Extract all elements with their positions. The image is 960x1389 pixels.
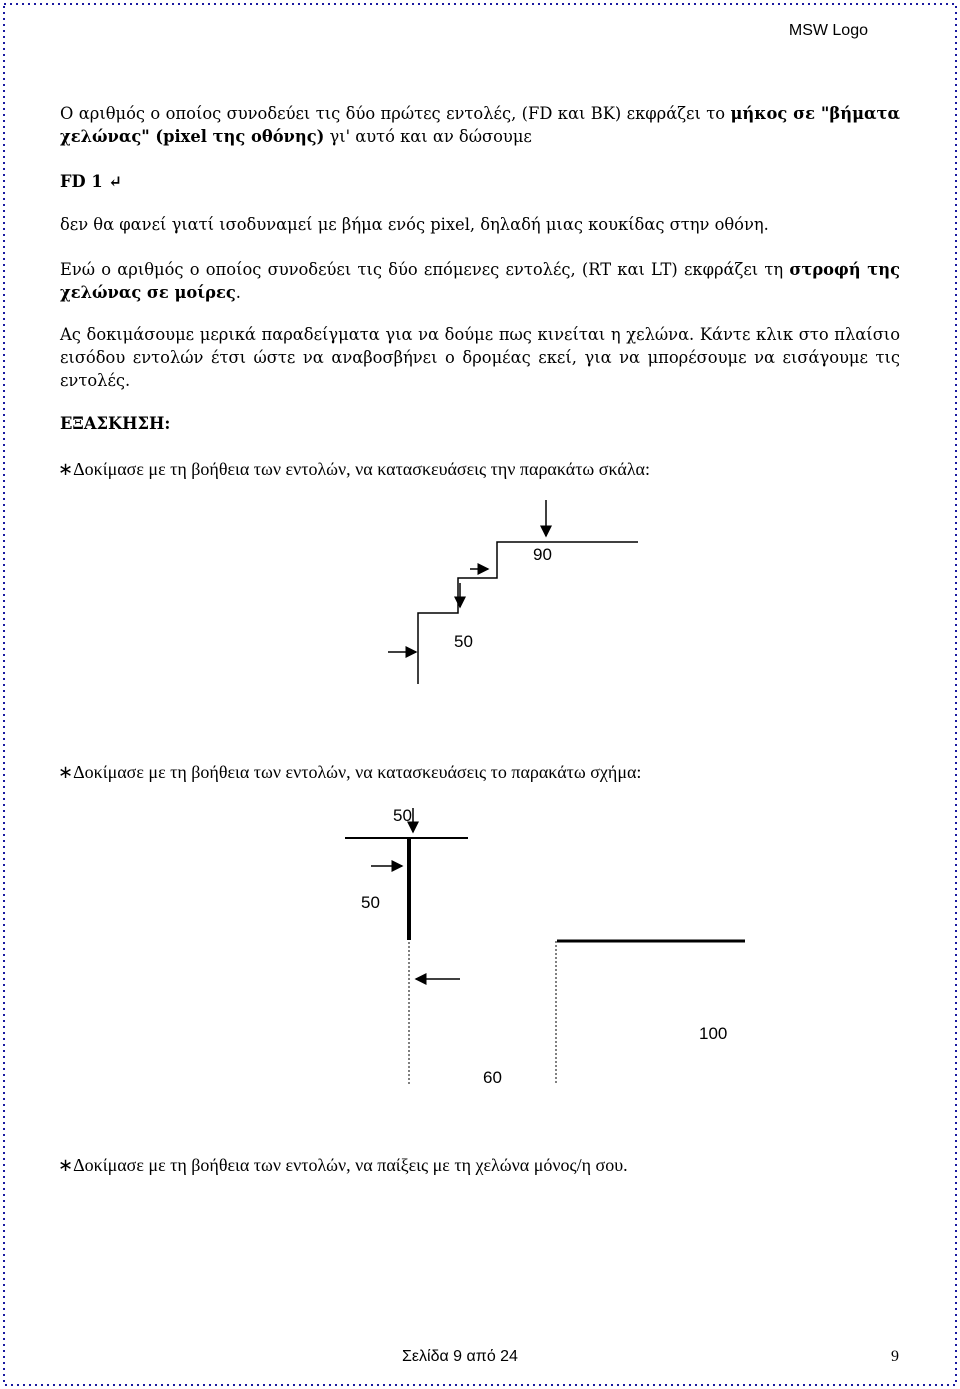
heading-text: ΕΞΑΣΚΗΣΗ: (60, 414, 171, 433)
paragraph-examples: Ας δοκιμάσουμε μερικά παραδείγματα για να δούμε πως κινείται η χελώνα. Κάντε κλικ στο πλαίσιο εισόδου εντολών έτσι ώστε να αναβοσβήνει ο δρομέας εκεί, για να μπορέσουμε να εισάγουμε τις εντολές. (60, 325, 900, 390)
header-title: MSW Logo (788, 22, 868, 39)
bold-span: στροφή της χελώνας σε μοίρες (60, 260, 900, 302)
exercise-3-text: ∗Δοκίμασε με τη βοήθεια των εντολών, να παίξεις με τη χελώνα μόνος/η σου. (58, 1155, 628, 1175)
text-span: Ενώ ο αριθμός ο οποίος συνοδεύει τις δύο επόμενες εντολές, (RT και LT) εκφράζει τη (60, 260, 790, 279)
paragraph-pixel: δεν θα φανεί γιατί ισοδυναμεί με βήμα ενός pixel, δηλαδή μιας κουκίδας στην οθόνη. (60, 215, 769, 234)
bold-span: μήκος σε "βήματα χελώνας" (pixel της οθόνης) (60, 104, 900, 146)
text-span: . (235, 283, 241, 302)
shape-label-60: 60 (483, 1068, 502, 1087)
exercise-2-text: ∗Δοκίμασε με τη βοήθεια των εντολών, να κατασκευάσεις το παρακάτω σχήμα: (58, 762, 642, 782)
text-span: γι' αυτό και αν δώσουμε (324, 127, 532, 146)
command-text: FD 1 ↵ (60, 172, 122, 191)
shape-label-top-50: 50 (393, 806, 412, 825)
shape-label-left-50: 50 (361, 893, 380, 912)
text-span: Ο αριθμός ο οποίος συνοδεύει τις δύο πρώτες εντολές, (FD και BK) εκφράζει το (60, 104, 731, 123)
footer-page-text: Σελίδα 9 από 24 (402, 1348, 518, 1365)
exercise-1-text: ∗Δοκίμασε με τη βοήθεια των εντολών, να κατασκευάσεις την παρακάτω σκάλα: (58, 459, 650, 479)
footer-page-number: 9 (891, 1348, 899, 1365)
shape-label-100: 100 (699, 1024, 728, 1043)
staircase-label-50: 50 (454, 632, 473, 651)
staircase-label-90: 90 (533, 545, 552, 564)
